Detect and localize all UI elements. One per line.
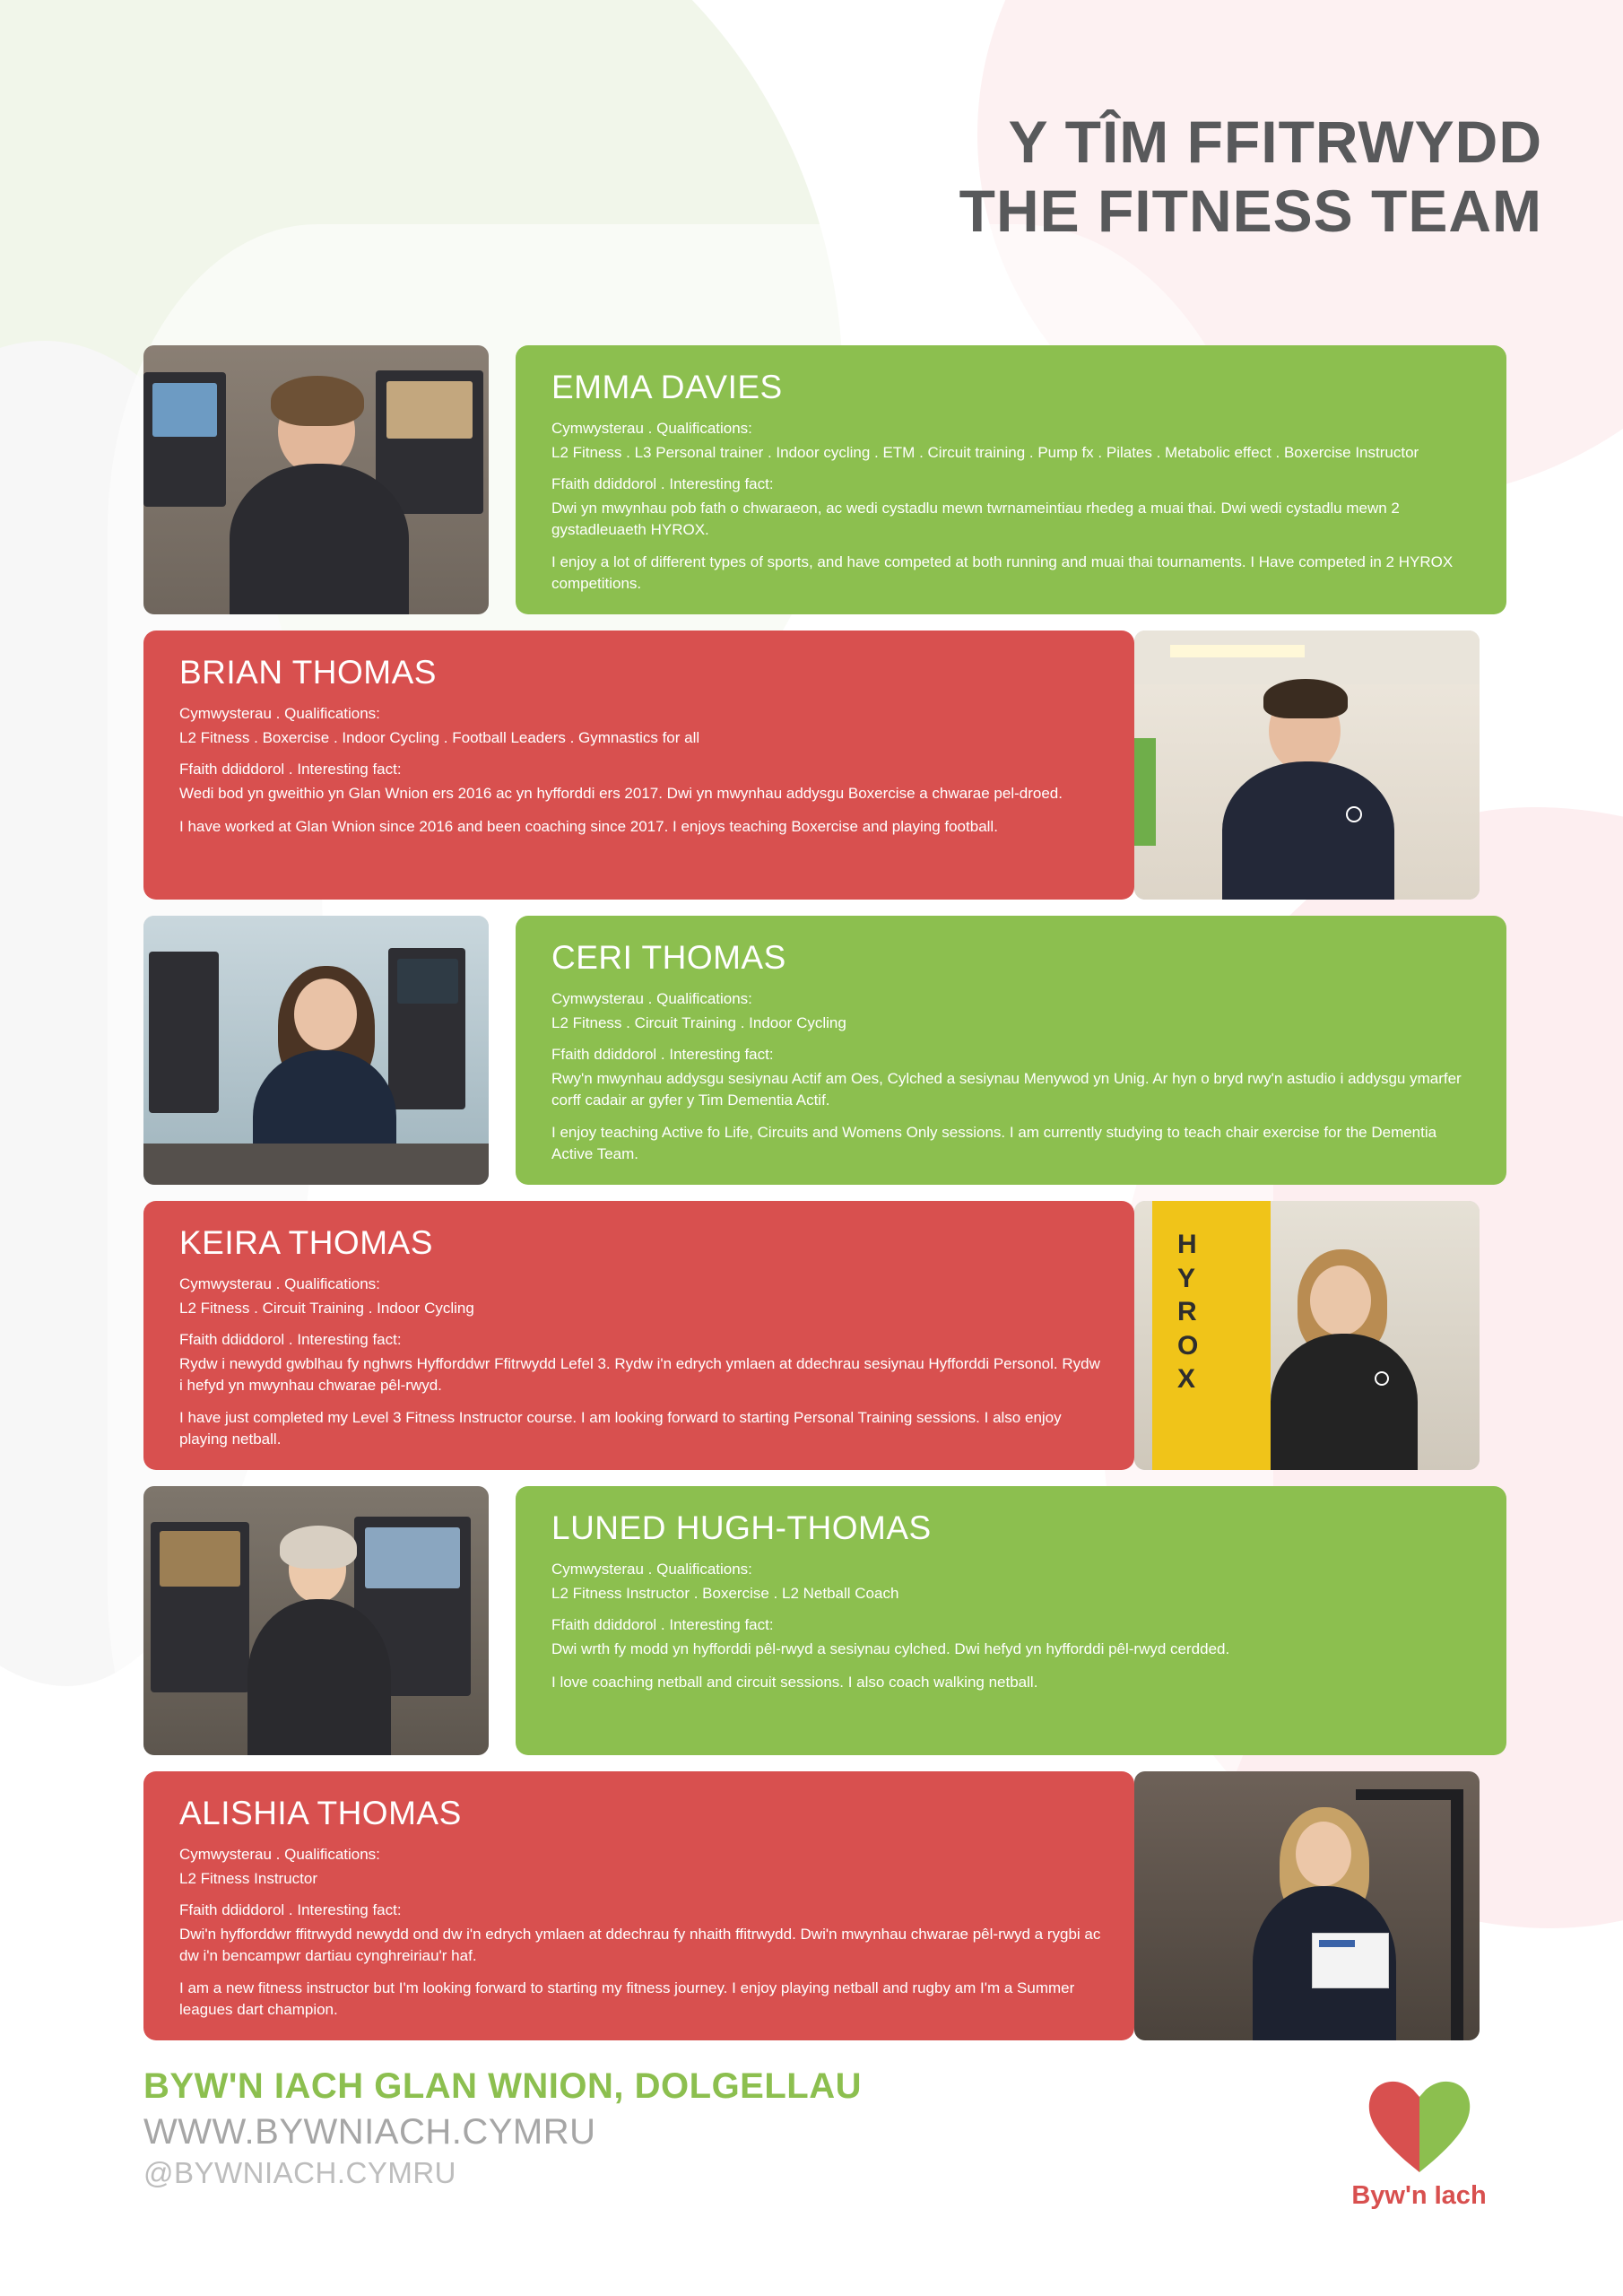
fact-welsh: Rydw i newydd gwblhau fy nghwrs Hyfforddwr Ffitrwydd Lefel 3. Rydw i'n edrych ymlaen at ddechrau sesiynau Hyfforddi Personol. Rydw i hefyd yn mwynhau chwarae pêl-rwyd. bbox=[179, 1355, 1100, 1394]
emma-davies-card bbox=[516, 345, 1506, 614]
emma-davies-photo bbox=[143, 345, 489, 614]
bywn-iach-logo bbox=[1323, 2072, 1515, 2211]
alishia-thomas-photo bbox=[1134, 1771, 1480, 2040]
footer-social[interactable]: @BYWNIACH.CYMRU bbox=[143, 2156, 457, 2189]
team-member-row bbox=[0, 1486, 1623, 1769]
fact-english: I love coaching netball and circuit sessions. I also coach walking netball. bbox=[551, 1673, 1038, 1691]
qualifications-text: L2 Fitness . Boxercise . Indoor Cycling . Football Leaders . Gymnastics for all bbox=[179, 728, 700, 746]
team-member-row bbox=[0, 1771, 1623, 2054]
fact-welsh: Dwi'n hyfforddwr ffitrwydd newydd ond dw i'n edrych ymlaen at ddechrau fy nhaith ffitrwydd. Dwi'n mwynhau chwarae pêl-rwyd a rygbi ac dw i'n bencampwr dartiau cynghreiriau'r haf. bbox=[179, 1926, 1101, 1964]
team-member-row bbox=[0, 916, 1623, 1198]
footer-contact bbox=[143, 2066, 862, 2190]
logo-text: Byw'n Iach bbox=[1351, 2181, 1487, 2210]
qualifications-label: Cymwysterau . Qualifications: bbox=[179, 705, 380, 722]
qualifications-label: Cymwysterau . Qualifications: bbox=[551, 1561, 752, 1578]
footer-location: BYW'N IACH GLAN WNION, DOLGELLAU bbox=[143, 2066, 862, 2106]
fact-welsh: Rwy'n mwynhau addysgu sesiynau Actif am Oes, Cylched a sesiynau Menywod yn Unig. Ar hyn o bryd rwy'n astudio i addysgu ymarfer corff cadair ar gyfer y Tim Dementia Actif. bbox=[551, 1070, 1462, 1109]
brian-thomas-photo bbox=[1134, 631, 1480, 900]
member-name: CERI THOMAS bbox=[551, 939, 786, 976]
team-member-row bbox=[0, 631, 1623, 913]
fact-english: I have worked at Glan Wnion since 2016 and been coaching since 2017. I enjoys teaching Boxercise and playing football. bbox=[179, 817, 998, 835]
heart-icon bbox=[1361, 2072, 1478, 2176]
ceri-thomas-photo bbox=[143, 916, 489, 1185]
member-name: LUNED HUGH-THOMAS bbox=[551, 1509, 932, 1546]
member-name: ALISHIA THOMAS bbox=[179, 1795, 462, 1831]
fact-label: Ffaith ddiddorol . Interesting fact: bbox=[179, 1331, 402, 1349]
qualifications-label: Cymwysterau . Qualifications: bbox=[179, 1275, 380, 1292]
qualifications-text: L2 Fitness Instructor bbox=[179, 1869, 318, 1887]
qualifications-label: Cymwysterau . Qualifications: bbox=[551, 990, 752, 1007]
brian-thomas-card bbox=[143, 631, 1134, 900]
qualifications-text: L2 Fitness . Circuit Training . Indoor Cycling bbox=[551, 1013, 846, 1031]
luned-hugh-thomas-photo bbox=[143, 1486, 489, 1755]
fact-welsh: Dwi yn mwynhau pob fath o chwaraeon, ac wedi cystadlu mewn twrnameintiau rhedeg a muai thai. Dwi wedi cystadlu mewn 2 gystadleuaeth HYROX. bbox=[551, 500, 1400, 538]
keira-thomas-card bbox=[143, 1201, 1134, 1470]
qualifications-label: Cymwysterau . Qualifications: bbox=[551, 420, 752, 437]
fact-welsh: Wedi bod yn gweithio yn Glan Wnion ers 2016 ac yn hyfforddi ers 2017. Dwi yn mwynhau addysgu Boxercise a chwarae pel-droed. bbox=[179, 785, 1063, 803]
fact-label: Ffaith ddiddorol . Interesting fact: bbox=[179, 1901, 402, 1919]
title-english: THE FITNESS TEAM bbox=[959, 177, 1542, 244]
fact-label: Ffaith ddiddorol . Interesting fact: bbox=[179, 761, 402, 778]
fact-welsh: Dwi wrth fy modd yn hyfforddi pêl-rwyd a sesiynau cylched. Dwi hefyd yn hyfforddi pêl-rwyd cerdded. bbox=[551, 1640, 1230, 1658]
fact-english: I enjoy teaching Active fo Life, Circuits and Womens Only sessions. I am currently studying to teach chair exercise for the Dementia Active Team. bbox=[551, 1124, 1437, 1162]
footer-website[interactable]: WWW.BYWNIACH.CYMRU bbox=[143, 2112, 596, 2152]
member-name: BRIAN THOMAS bbox=[179, 654, 437, 691]
fact-english: I am a new fitness instructor but I'm looking forward to starting my fitness journey. I enjoy playing netball and rugby am I'm a Summer leagues dart champion. bbox=[179, 1979, 1075, 2018]
fact-english: I have just completed my Level 3 Fitness Instructor course. I am looking forward to starting Personal Training sessions. I also enjoy playing netball. bbox=[179, 1409, 1062, 1448]
member-name: EMMA DAVIES bbox=[551, 369, 783, 405]
qualifications-label: Cymwysterau . Qualifications: bbox=[179, 1846, 380, 1863]
luned-hugh-thomas-card bbox=[516, 1486, 1506, 1755]
fact-label: Ffaith ddiddorol . Interesting fact: bbox=[551, 475, 774, 493]
qualifications-text: L2 Fitness Instructor . Boxercise . L2 Netball Coach bbox=[551, 1584, 899, 1602]
page-title bbox=[959, 108, 1542, 245]
alishia-thomas-card bbox=[143, 1771, 1134, 2040]
fact-english: I enjoy a lot of different types of sports, and have competed at both running and muai thai tournaments. I Have competed in 2 HYROX competitions. bbox=[551, 553, 1454, 592]
team-member-row bbox=[0, 1201, 1623, 1483]
team-list bbox=[0, 345, 1623, 2057]
ceri-thomas-card bbox=[516, 916, 1506, 1185]
team-member-row bbox=[0, 345, 1623, 628]
qualifications-text: L2 Fitness . L3 Personal trainer . Indoor cycling . ETM . Circuit training . Pump fx . Pilates . Metabolic effect . Boxercise Instructor bbox=[551, 443, 1419, 461]
fact-label: Ffaith ddiddorol . Interesting fact: bbox=[551, 1046, 774, 1064]
title-welsh: Y TÎM FFITRWYDD bbox=[1008, 109, 1542, 175]
qualifications-text: L2 Fitness . Circuit Training . Indoor Cycling bbox=[179, 1299, 474, 1317]
keira-thomas-photo: H Y R O X bbox=[1134, 1201, 1480, 1470]
member-name: KEIRA THOMAS bbox=[179, 1224, 433, 1261]
fact-label: Ffaith ddiddorol . Interesting fact: bbox=[551, 1616, 774, 1634]
